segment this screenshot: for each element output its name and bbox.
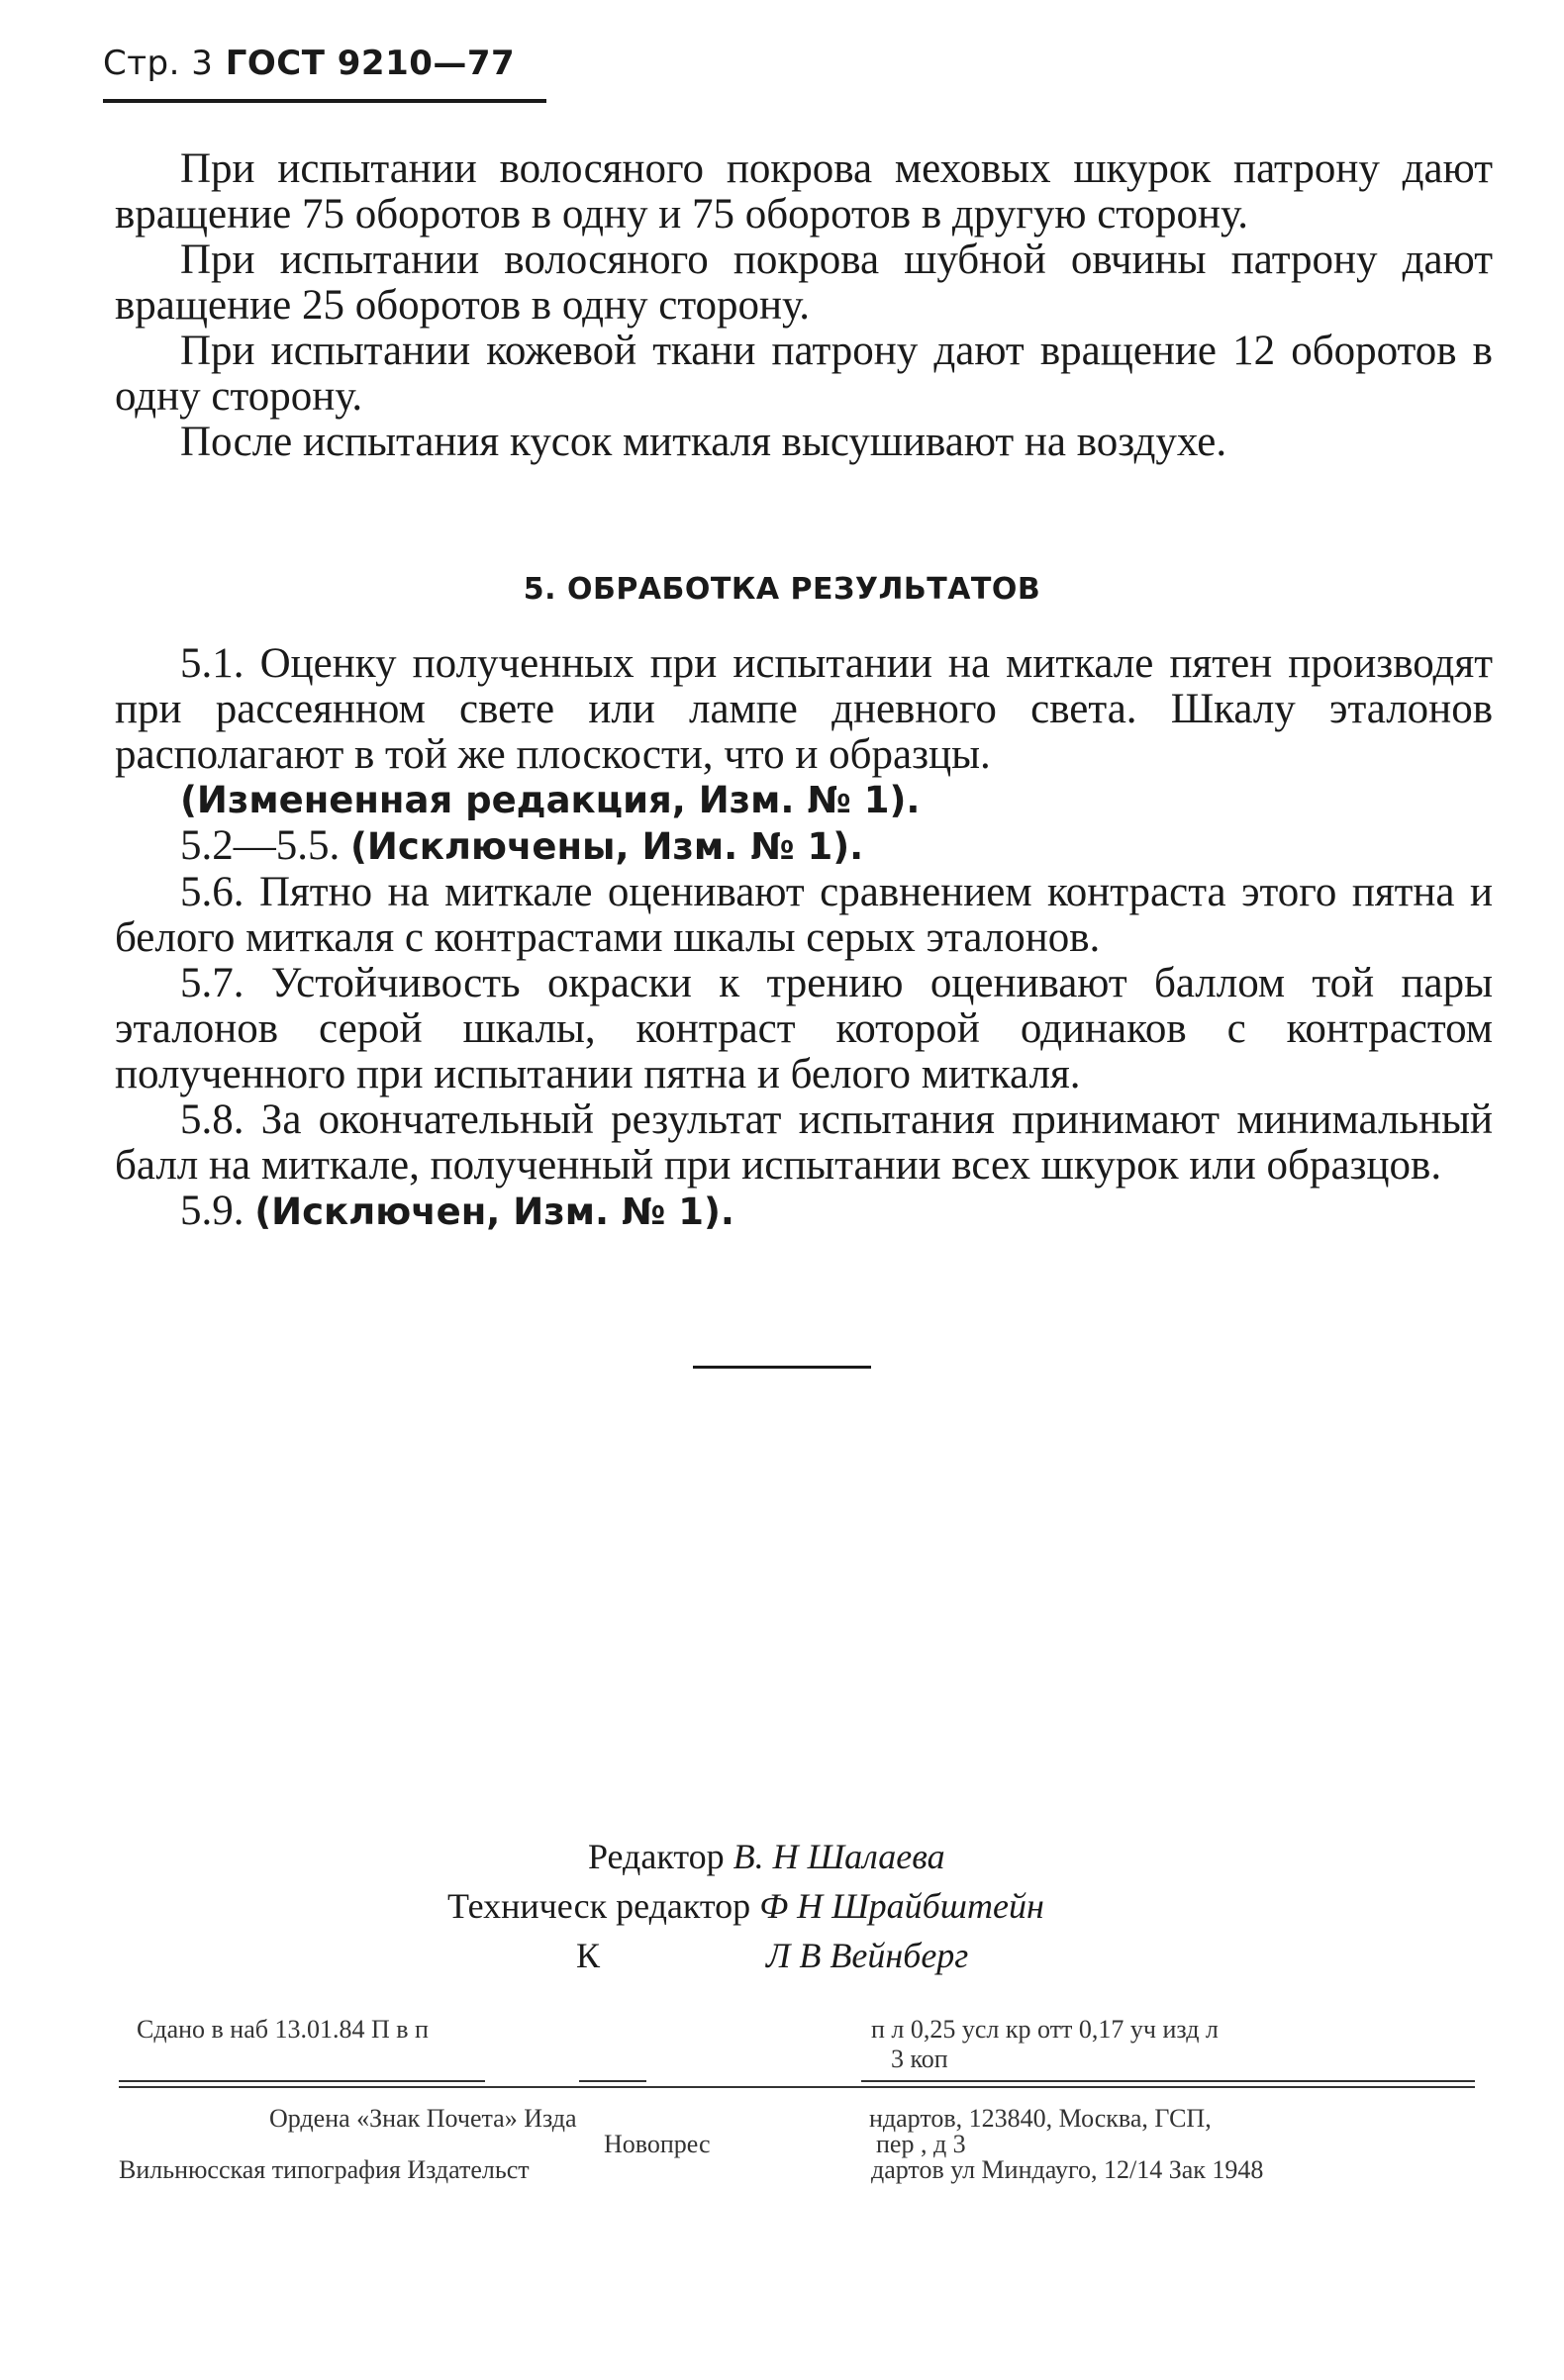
page-header: [103, 44, 515, 83]
tech-editor-line: [447, 1882, 1044, 1930]
imprint-row-2-right: ндартов, 123840, Москва, ГСП,: [869, 2104, 1212, 2133]
imprint-row-3-right: пер , д 3: [876, 2130, 966, 2158]
clause-5-9: [115, 1189, 1493, 1235]
section-5-body: [115, 641, 1493, 1235]
imprint-rule-3: [861, 2080, 1475, 2082]
clause-5-6: 5.6. Пятно на миткале оценивают сравнением контраста этого пятна и белого миткаля с контрастами шкалы серых эталонов.: [115, 869, 1493, 961]
intro-paragraph-1: При испытании волосяного покрова меховых шкурок патрону дают вращение 75 оборотов в одну и 75 оборотов в другую сторону.: [115, 145, 1493, 238]
header-rule: [103, 99, 546, 103]
imprint-row-4-right: дартов ул Миндауго, 12/14 Зак 1948: [871, 2155, 1264, 2184]
standard-code: ГОСТ 9210—77: [225, 44, 516, 83]
clause-5-2-note: (Исключены, Изм. № 1).: [350, 825, 864, 868]
imprint-row-1-left: Сдано в наб 13.01.84 П в п: [137, 2015, 429, 2044]
clause-5-2-number: 5.2—5.5.: [180, 822, 341, 869]
clause-5-9-number: 5.9.: [180, 1188, 244, 1234]
tech-editor-name: Ф Н Шрайбштейн: [759, 1886, 1044, 1926]
imprint-row-1-right: п л 0,25 усл кр отт 0,17 уч изд л: [871, 2015, 1219, 2044]
editor-name: В. Н Шалаева: [733, 1837, 945, 1876]
imprint-rule-2: [579, 2080, 646, 2082]
tech-editor-label: Техническ редактор: [447, 1886, 751, 1926]
editor-line: [588, 1833, 945, 1880]
section-end-rule: [693, 1366, 871, 1369]
imprint-rule-1: [119, 2080, 485, 2082]
imprint-row-2-left: Ордена «Знак Почета» Изда: [269, 2104, 577, 2133]
imprint-row-4-left: Вильнюсская типография Издательст: [119, 2155, 530, 2184]
section-5-title: 5. ОБРАБОТКА РЕЗУЛЬТАТОВ: [523, 572, 1041, 607]
corrector-label: К: [576, 1936, 601, 1975]
editor-label: Редактор: [588, 1837, 725, 1876]
clause-5-9-note: (Исключен, Изм. № 1).: [254, 1190, 734, 1233]
clause-5-1-note: (Измененная редакция, Изм. № 1).: [180, 779, 921, 821]
corrector-name: Л В Вейнберг: [766, 1936, 969, 1975]
corrector-line: [576, 1932, 968, 1979]
clause-5-1: 5.1. Оценку полученных при испытании на миткале пятен производят при рассеянном свете или лампе дневного света. Шкалу эталонов располагают в той же плоскости, что и образцы.: [115, 640, 1493, 778]
intro-paragraph-3: При испытании кожевой ткани патрону дают вращение 12 оборотов в одну сторону.: [115, 328, 1493, 420]
intro-text: [115, 146, 1493, 465]
intro-paragraph-4: После испытания кусок миткаля высушивают на воздухе.: [180, 419, 1227, 465]
imprint-rule-4: [119, 2086, 1475, 2088]
imprint-row-1b: 3 коп: [891, 2045, 948, 2073]
intro-paragraph-2: При испытании волосяного покрова шубной овчины патрону дают вращение 25 оборотов в одну сторону.: [115, 237, 1493, 329]
clause-5-8: 5.8. За окончательный результат испытания принимают минимальный балл на миткале, полученный при испытании всех шкурок или образцов.: [115, 1096, 1493, 1189]
clause-5-2-5-5: [115, 823, 1493, 870]
imprint-row-3-mid: Новопрес: [604, 2130, 711, 2158]
page-number-label: Стр. 3: [103, 44, 214, 83]
clause-5-7: 5.7. Устойчивость окраски к трению оценивают баллом той пары эталонов серой шкалы, контраст которой одинаков с контрастом полученного при испытании пятна и белого миткаля.: [115, 960, 1493, 1097]
